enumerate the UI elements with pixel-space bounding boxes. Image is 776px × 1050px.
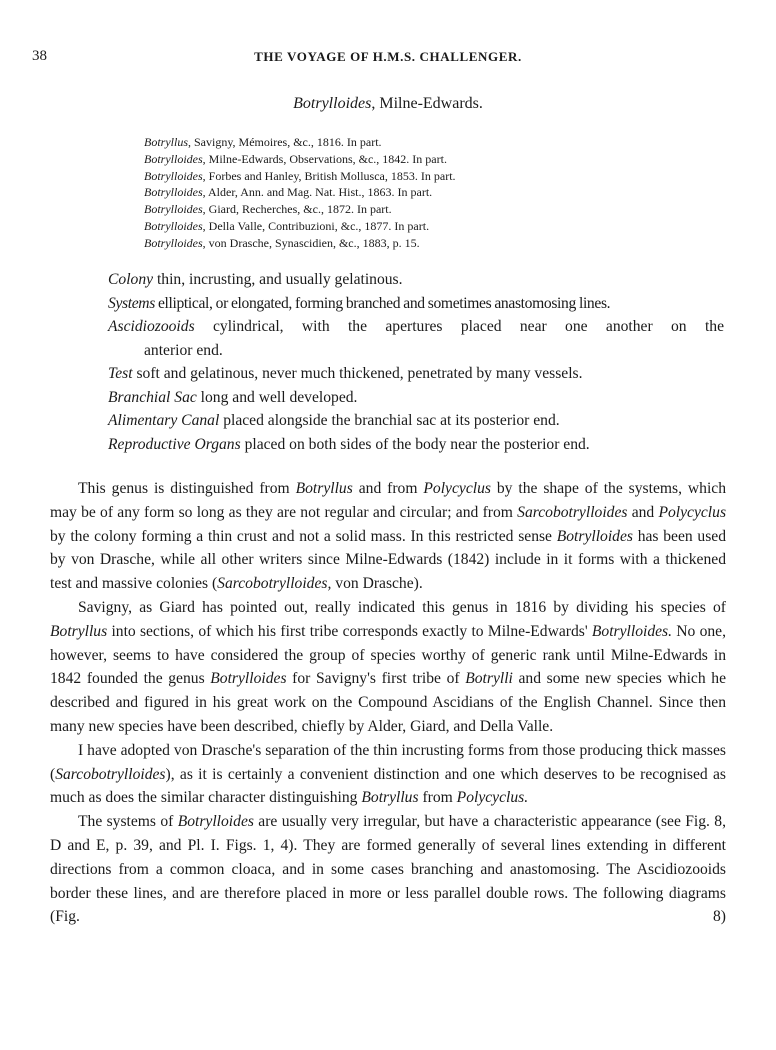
- paragraph-1: This genus is distinguished from Botryllus and from Polycyclus by the shape of the systems, which may be of any form so long as they are not regular and circular; and from Sarcobotrylloides and Polycyclus by the colony forming a thin crust and not a solid mass. In this restricted sense Botrylloides has been used by von Drasche, while all other writers since Milne-Edwards (1842) include in it forms with a thickened test and massive colonies (Sarcobotrylloides, von Drasche).: [50, 480, 727, 593]
- synonym-genus: Botrylloides: [144, 235, 203, 250]
- paragraph-3: I have adopted von Drasche's separation of the thin incrusting forms from those producing thick masses (Sarcobotrylloides), as it is certainly a convenient distinction and one which deserves to be recognised as much as does the similar character distinguishing Botryllus from Polycyclus.: [50, 741, 726, 807]
- character-ascidiozooids-continued: anterior end.: [144, 341, 223, 359]
- synonym-citation: , Forbes and Hanley, British Mollusca, 1853. In part.: [202, 168, 456, 183]
- synonym-citation: , von Drasche, Synascidien, &c., 1883, p. 15.: [202, 235, 420, 250]
- synonym-entry: [144, 151, 744, 168]
- synonym-entry: [144, 201, 744, 218]
- synonym-citation: , Alder, Ann. and Mag. Nat. Hist., 1863. In part.: [202, 185, 433, 200]
- synonym-genus: Botrylloides: [144, 168, 203, 183]
- paragraph-2: Savigny, as Giard has pointed out, really indicated this genus in 1816 by dividing his species of Botryllus into sections, of which his first tribe corresponds exactly to Milne-Edwards' Botrylloides. No one, however, seems to have considered the group of species worthy of generic rank until Milne-Edwards in 1842 founded the genus Botrylloides for Savigny's first tribe of Botrylli and some new species which he described and figured in his great work on the Compound Ascidians of the English Channel. Since then many new species have been described, chiefly by Alder, Giard, and Della Valle.: [50, 598, 726, 735]
- page-header: [32, 48, 744, 68]
- synonym-genus: Botrylloides: [144, 185, 203, 200]
- synonym-genus: Botrylloides: [144, 202, 203, 217]
- synonym-citation: , Giard, Recherches, &c., 1872. In part.: [202, 202, 392, 217]
- character-systems: [108, 292, 724, 316]
- character-term: Branchial Sac: [108, 388, 197, 406]
- character-text: placed on both sides of the body near the posterior end.: [240, 435, 590, 453]
- synonym-genus: Botrylloides: [144, 151, 203, 166]
- synonym-citation: , Milne-Edwards, Observations, &c., 1842. In part.: [202, 151, 447, 166]
- character-text: thin, incrusting, and usually gelatinous.: [153, 271, 403, 288]
- character-text: elliptical, or elongated, forming branched and sometimes anastomosing lines.: [154, 294, 611, 312]
- synonym-entry: [144, 235, 744, 252]
- synonym-entry: [144, 184, 744, 201]
- character-term: Ascidiozooids: [108, 318, 195, 335]
- character-term: Alimentary Canal: [108, 412, 220, 429]
- synonym-genus: Botryllus: [144, 135, 188, 149]
- genus-name: Botrylloides: [293, 95, 372, 112]
- synonymy-list: [144, 134, 744, 252]
- body-text: [50, 477, 726, 929]
- generic-characters: [108, 268, 724, 456]
- character-text: placed alongside the branchial sac at its posterior end.: [219, 412, 560, 429]
- character-term: Reproductive Organs: [108, 435, 241, 453]
- synonym-citation: , Della Valle, Contribuzioni, &c., 1877. In part.: [202, 218, 430, 233]
- running-title: THE VOYAGE OF H.M.S. CHALLENGER.: [254, 49, 522, 64]
- character-text: long and well developed.: [196, 388, 358, 406]
- character-branchial-sac: [108, 386, 724, 410]
- character-colony: [108, 268, 724, 292]
- genus-heading: [0, 95, 776, 113]
- genus-authority: , Milne-Edwards.: [371, 95, 483, 112]
- character-alimentary-canal: [108, 409, 724, 433]
- synonym-citation: , Savigny, Mémoires, &c., 1816. In part.: [188, 135, 382, 149]
- character-ascidiozooids: [108, 315, 724, 339]
- synonym-genus: Botrylloides: [144, 218, 203, 233]
- character-text: cylindrical, with the apertures placed near one another on the: [194, 318, 724, 335]
- synonym-entry: [144, 218, 744, 235]
- page-number: 38: [32, 48, 47, 64]
- character-test: [108, 362, 724, 386]
- character-term: Colony: [108, 271, 154, 288]
- synonym-entry: [144, 168, 744, 185]
- character-reproductive-organs: [108, 433, 724, 457]
- synonym-entry: [144, 134, 744, 151]
- paragraph-4: The systems of Botrylloides are usually very irregular, but have a characteristic appearance (see Fig. 8, D and E, p. 39, and Pl. I. Figs. 1, 4). They are formed generally of several lines extending in different directions from a common cloaca, and in some cases branching and anastomosing. The Ascidiozooids border these lines, and are therefore placed in more or less parallel double rows. The following diagrams (Fig. 8): [50, 813, 726, 926]
- character-term: Systems: [108, 294, 155, 312]
- character-term: Test: [108, 365, 133, 382]
- character-text: soft and gelatinous, never much thickened, penetrated by many vessels.: [132, 365, 583, 382]
